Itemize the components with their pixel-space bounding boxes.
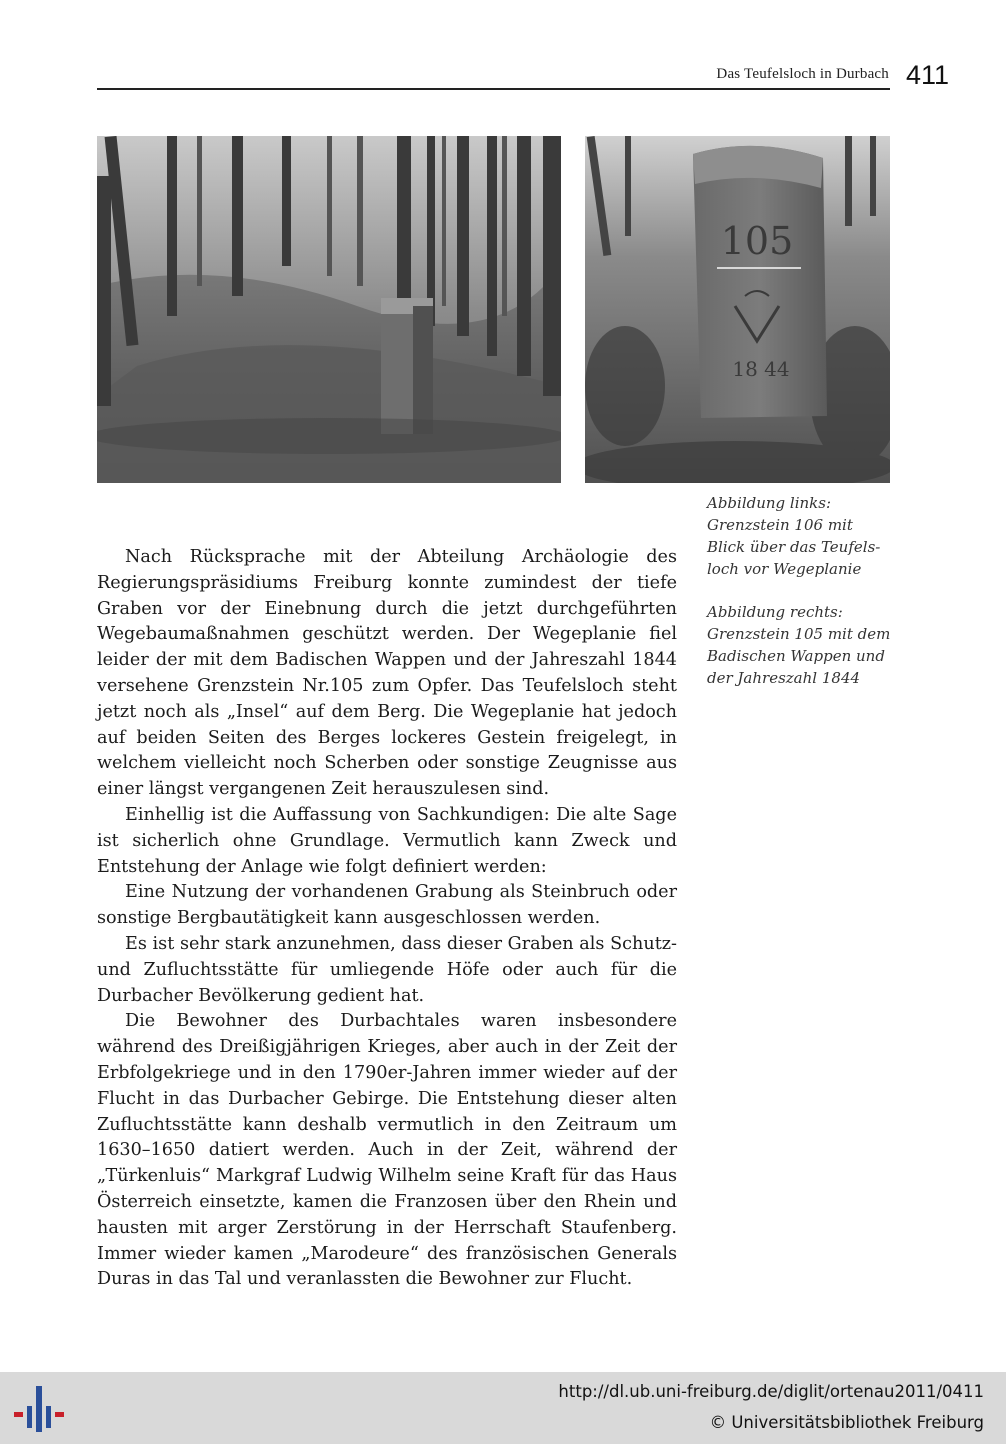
stone-number-engraving: 105 — [720, 219, 794, 263]
photo-boundary-stone-106 — [97, 136, 561, 483]
paragraph: Einhellig ist die Auffassung von Sachkundigen: Die alte Sage ist sicherlich ohne Grundlage. Vermutlich kann Zweck und Entstehung der Anlage wie folgt definiert werden: — [97, 804, 677, 877]
caption-line: Abbildung rechts: — [707, 603, 843, 621]
paragraph: Die Bewohner des Durbachtales waren insbesondere während des Dreißigjährigen Krieges, aber auch in der Zeit der Erbfolgekriege und in den 1790er-Jahren immer wieder auf der Flucht in das Durbacher Gebirge. Die Entstehung dieser alten Zufluchtsstätte kann deshalb vermutlich in den Zeitraum um 1630–1650 datiert werden. Auch in der Zeit, während der „Türkenluis“ Markgraf Ludwig Wilhelm seine Kraft für das Haus Österreich einsetzte, kamen die Franzosen über den Rhein und hausten mit arger Zerstörung in der Herrschaft Staufenberg. Immer wieder kamen „Marodeure“ des französischen Generals Duras in das Tal und veranlassten die Bewohner zur Flucht. — [97, 1011, 677, 1290]
footer-bar — [0, 1372, 1006, 1444]
caption-left-image — [707, 492, 897, 580]
paragraph: Eine Nutzung der vorhandenen Grabung als Steinbruch oder sonstige Bergbautätigkeit kann ausgeschlossen werden. — [97, 882, 677, 929]
copyright-notice: © Universitätsbibliothek Freiburg — [709, 1413, 984, 1432]
forest-photo-illustration — [97, 136, 561, 483]
caption-line: Badischen Wappen und — [707, 647, 885, 665]
paragraph: Nach Rücksprache mit der Abteilung Archäologie des Regierungspräsidiums Freiburg konnte zumindest der tiefe Graben vor der Einebnung durch die jetzt durchgeführten Wegebaumaßnahmen geschützt werden. Der Wegeplanie fiel leider der mit dem Badischen Wappen und der Jahreszahl 1844 versehene Grenzstein Nr.105 zum Opfer. Das Teufelsloch steht jetzt noch als „Insel“ auf dem Berg. Die Wegeplanie hat jedoch auf beiden Seiten des Berges lockeres Gestein freigelegt, in welchem vielleicht noch Scherben oder sonstige Zeugnisse aus einer längst vergangenen Zeit herauszulesen sind. — [97, 547, 677, 800]
document-url-link[interactable]: http://dl.ub.uni-freiburg.de/diglit/ortenau2011/0411 — [558, 1382, 984, 1401]
photo-boundary-stone-105 — [585, 136, 890, 483]
caption-line: loch vor Wegeplanie — [707, 560, 862, 578]
caption-line: Grenzstein 106 mit — [707, 516, 853, 534]
stone-photo-illustration — [585, 136, 890, 483]
stone-year-engraving: 18 44 — [732, 357, 790, 381]
caption-line: Abbildung links: — [707, 494, 832, 512]
caption-line: Grenzstein 105 mit dem — [707, 625, 891, 643]
library-logo-icon — [14, 1386, 64, 1432]
caption-line: Blick über das Teufels- — [707, 538, 881, 556]
caption-right-image — [707, 601, 897, 689]
running-title: Das Teufelsloch in Durbach — [716, 66, 889, 82]
header-rule — [97, 88, 890, 90]
caption-line: der Jahreszahl 1844 — [707, 669, 861, 687]
page-number: 411 — [906, 60, 950, 90]
paragraph: Es ist sehr stark anzunehmen, dass dieser Graben als Schutz- und Zufluchtsstätte für umliegende Höfe oder auch für die Durbacher Bevölkerung gedient hat. — [97, 933, 677, 1006]
body-text — [97, 545, 677, 1293]
